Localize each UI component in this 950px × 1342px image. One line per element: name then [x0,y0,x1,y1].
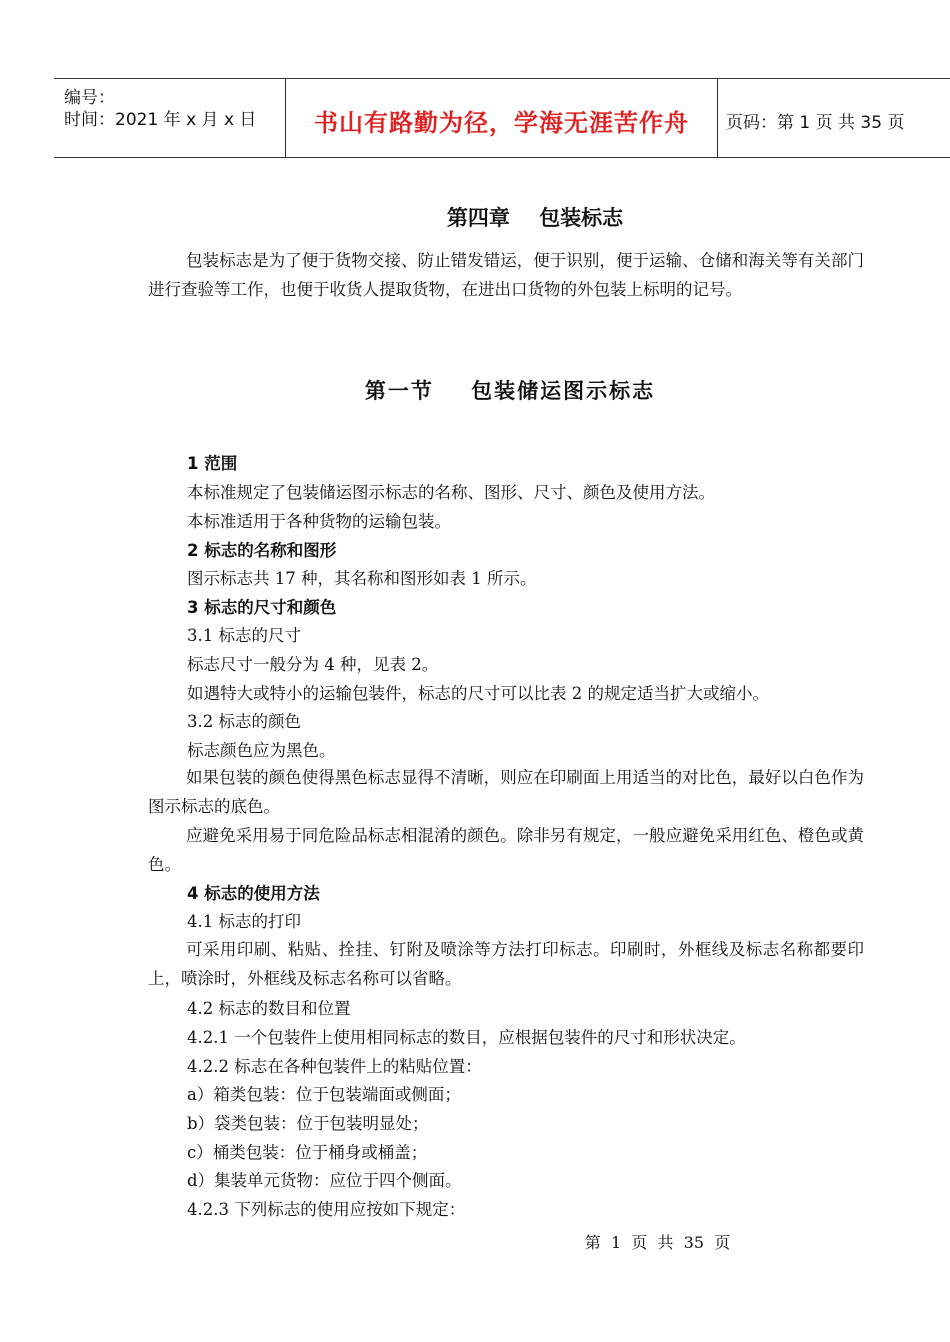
body-line: 4.2.2 标志在各种包装件上的粘贴位置： [187,1057,482,1076]
heading-name-figure: 2 标志的名称和图形 [187,541,337,560]
header-page-code: 页码：第 1 页 共 35 页 [726,112,905,133]
document-number-label: 编号： [64,88,115,108]
subheading-printing: 4.1 标志的打印 [187,912,301,931]
page-header [54,78,950,158]
header-motto: 书山有路勤为径，学海无涯苦作舟 [314,108,689,137]
body-line: 图示标志共 17 种，其名称和图形如表 1 所示。 [187,569,537,588]
header-page-cell [718,79,950,157]
intro-paragraph: 包装标志是为了便于货物交接、防止错发错运，便于识别，便于运输、仓储和海关等有关部门进行查验等工作，也便于收货人提取货物，在进出口货物的外包装上标明的记号。 [148,251,864,299]
body-line: 4.2.3 下列标志的使用应按如下规定： [187,1200,466,1219]
body-line: 如遇特大或特小的运输包装件，标志的尺寸可以比表 2 的规定适当扩大或缩小。 [187,684,769,703]
subheading-size: 3.1 标志的尺寸 [187,626,301,645]
list-item: c）桶类包装：位于桶身或桶盖； [187,1143,428,1162]
section-title: 第一节 包装储运图示标志 [364,378,656,403]
paragraph-printing: 可采用印刷、粘贴、拴挂、钉附及喷涂等方法打印标志。印刷时，外框线及标志名称都要印上，喷涂时，外框线及标志名称可以省略。 [148,940,864,988]
list-item: b）袋类包装：位于包装明显处； [187,1114,429,1133]
page-footer: 第 1 页 共 35 页 [584,1233,731,1252]
paragraph-avoid-colors: 应避免采用易于同危险品标志相混淆的颜色。除非另有规定，一般应避免采用红色、橙色或黄色。 [148,826,864,874]
header-info-cell [54,79,285,157]
body-line: 标志颜色应为黑色。 [187,741,336,760]
heading-scope: 1 范围 [187,454,238,473]
body-line: 标志尺寸一般分为 4 种，见表 2。 [187,655,439,674]
list-item: d）集装单元货物：应位于四个侧面。 [187,1171,462,1190]
body-line: 本标准适用于各种货物的运输包装。 [187,512,451,531]
subheading-color: 3.2 标志的颜色 [187,712,301,731]
chapter-title: 第四章 包装标志 [446,206,624,230]
subheading-number-position: 4.2 标志的数目和位置 [187,999,351,1018]
header-motto-cell [285,79,718,157]
paragraph-contrast: 如果包装的颜色使得黑色标志显得不清晰，则应在印刷面上用适当的对比色，最好以白色作为图示标志的底色。 [148,768,864,816]
heading-usage: 4 标志的使用方法 [187,884,320,903]
body-line: 本标准规定了包装储运图示标志的名称、图形、尺寸、颜色及使用方法。 [187,483,715,502]
heading-size-color: 3 标志的尺寸和颜色 [187,598,337,617]
document-time-label: 时间：2021 年 x 月 x 日 [64,110,257,130]
body-line: 4.2.1 一个包装件上使用相同标志的数目，应根据包装件的尺寸和形状决定。 [187,1028,746,1047]
list-item: a）箱类包装：位于包装端面或侧面； [187,1085,461,1104]
